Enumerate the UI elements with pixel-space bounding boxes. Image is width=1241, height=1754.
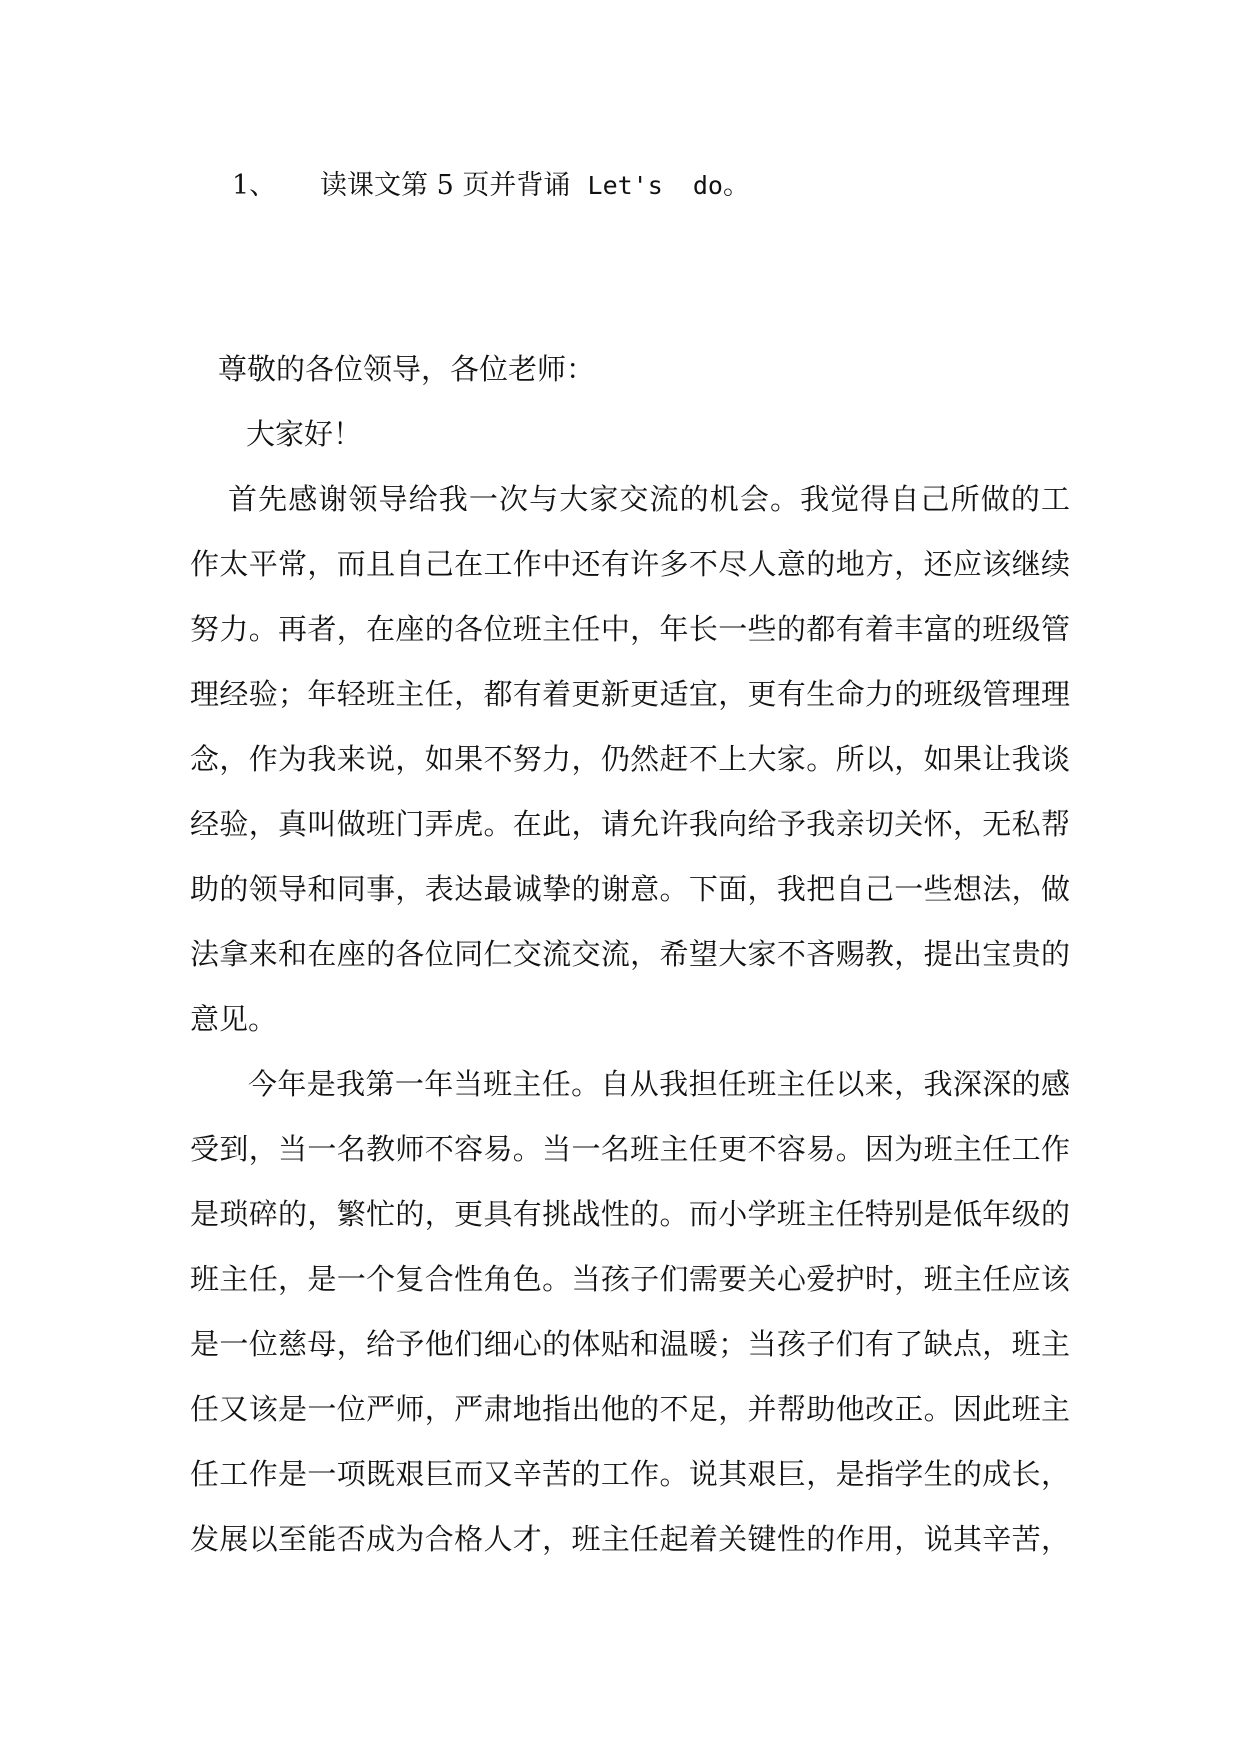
paragraph-line: 努力。再者，在座的各位班主任中，年长一些的都有着丰富的班级管 [190, 612, 1070, 646]
paragraph-line: 今年是我第一年当班主任。自从我担任班主任以来，我深深的感 [248, 1067, 1070, 1101]
paragraph-line: 意见。 [190, 1002, 278, 1036]
paragraph-line: 首先感谢领导给我一次与大家交流的机会。我觉得自己所做的工 [228, 482, 1070, 516]
speech-body [190, 337, 1070, 1572]
paragraph-line: 理经验；年轻班主任，都有着更新更适宜，更有生命力的班级管理理 [190, 677, 1070, 711]
paragraph-line: 经验，真叫做班门弄虎。在此，请允许我向给予我亲切关怀，无私帮 [190, 807, 1070, 841]
heading-text: 读课文第 5 页并背诵 [320, 170, 571, 201]
paragraph-line: 任工作是一项既艰巨而又辛苦的工作。说其艰巨，是指学生的成长， [190, 1457, 1070, 1491]
paragraph-line: 是一位慈母，给予他们细心的体贴和温暖；当孩子们有了缺点，班主 [190, 1327, 1070, 1361]
paragraph-line: 发展以至能否成为合格人才，班主任起着关键性的作用，说其辛苦， [190, 1522, 1070, 1556]
heading-latin: Let's do [587, 171, 723, 200]
heading-end: 。 [722, 170, 750, 201]
salutation: 尊敬的各位领导，各位老师： [218, 352, 596, 386]
paragraph-line: 班主任，是一个复合性角色。当孩子们需要关心爱护时，班主任应该 [190, 1262, 1070, 1296]
paragraph-line: 助的领导和同事，表达最诚挚的谢意。下面，我把自己一些想法，做 [190, 872, 1070, 906]
greeting: 大家好！ [246, 417, 363, 451]
item-number: 1、 [232, 170, 277, 201]
paragraph-line: 念，作为我来说，如果不努力，仍然赶不上大家。所以，如果让我谈 [190, 742, 1070, 776]
paragraph-line: 法拿来和在座的各位同仁交流交流，希望大家不吝赐教，提出宝贵的 [190, 937, 1070, 971]
paragraph-line: 任又该是一位严师，严肃地指出他的不足，并帮助他改正。因此班主 [190, 1392, 1070, 1426]
paragraph-line: 受到，当一名教师不容易。当一名班主任更不容易。因为班主任工作 [190, 1132, 1070, 1166]
homework-heading [232, 166, 750, 206]
paragraph-line: 是琐碎的，繁忙的，更具有挑战性的。而小学班主任特别是低年级的 [190, 1197, 1070, 1231]
paragraph-line: 作太平常，而且自己在工作中还有许多不尽人意的地方，还应该继续 [190, 547, 1070, 581]
